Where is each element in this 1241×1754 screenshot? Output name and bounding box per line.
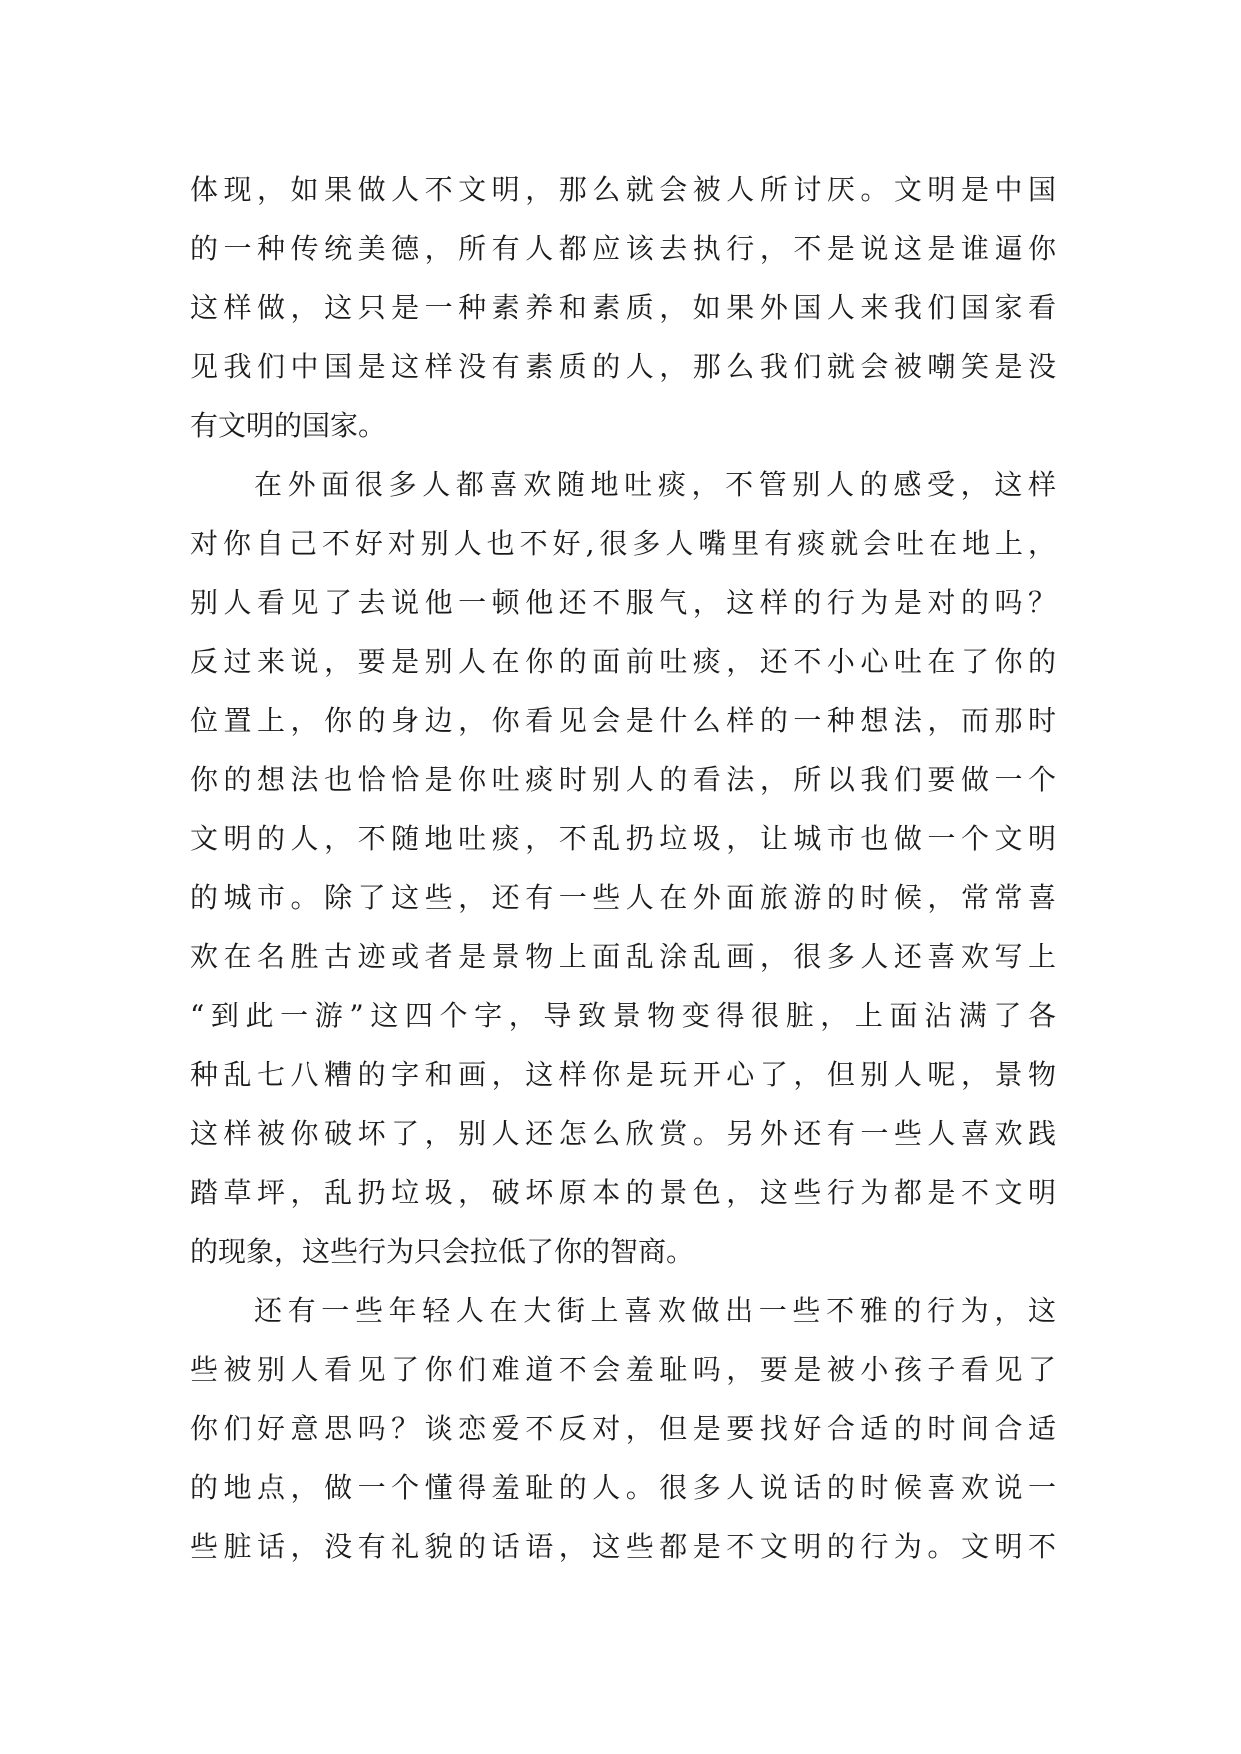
text-line: “到此一游”这四个字，导致景物变得很脏，上面沾满了各 — [190, 999, 1056, 1032]
text-line: 有文明的国家。 — [190, 409, 387, 442]
text-line: 你们好意思吗？谈恋爱不反对，但是要找好合适的时间合适 — [190, 1412, 1056, 1445]
text-line: 体现，如果做人不文明，那么就会被人所讨厌。文明是中国 — [190, 173, 1056, 206]
text-line: 别人看见了去说他一顿他还不服气，这样的行为是对的吗？ — [190, 586, 1056, 619]
text-line: 的城市。除了这些，还有一些人在外面旅游的时候，常常喜 — [190, 881, 1056, 914]
text-line: 这样被你破坏了，别人还怎么欣赏。另外还有一些人喜欢践 — [190, 1117, 1056, 1150]
body-text — [190, 160, 1056, 1576]
text-line: 反过来说，要是别人在你的面前吐痰，还不小心吐在了你的 — [190, 645, 1056, 678]
text-line: 欢在名胜古迹或者是景物上面乱涂乱画，很多人还喜欢写上 — [190, 940, 1056, 973]
text-line: 踏草坪，乱扔垃圾，破坏原本的景色，这些行为都是不文明 — [190, 1176, 1056, 1209]
text-line: 些被别人看见了你们难道不会羞耻吗，要是被小孩子看见了 — [190, 1353, 1056, 1386]
text-line: 种乱七八糟的字和画，这样你是玩开心了，但别人呢，景物 — [190, 1058, 1056, 1091]
text-line: 见我们中国是这样没有素质的人，那么我们就会被嘲笑是没 — [190, 350, 1056, 383]
text-line: 还有一些年轻人在大街上喜欢做出一些不雅的行为，这 — [254, 1294, 1056, 1327]
text-line: 位置上，你的身边，你看见会是什么样的一种想法，而那时 — [190, 704, 1056, 737]
text-line: 的一种传统美德，所有人都应该去执行，不是说这是谁逼你 — [190, 232, 1056, 265]
text-line: 文明的人，不随地吐痰，不乱扔垃圾，让城市也做一个文明 — [190, 822, 1056, 855]
text-line: 的地点，做一个懂得羞耻的人。很多人说话的时候喜欢说一 — [190, 1471, 1056, 1504]
text-line: 的现象，这些行为只会拉低了你的智商。 — [190, 1235, 695, 1268]
text-line: 些脏话，没有礼貌的话语，这些都是不文明的行为。文明不 — [190, 1530, 1056, 1563]
text-line: 在外面很多人都喜欢随地吐痰，不管别人的感受，这样 — [254, 468, 1056, 501]
text-line: 你的想法也恰恰是你吐痰时别人的看法，所以我们要做一个 — [190, 763, 1056, 796]
text-line: 对你自己不好对别人也不好,很多人嘴里有痰就会吐在地上， — [190, 527, 1056, 560]
text-line: 这样做，这只是一种素养和素质，如果外国人来我们国家看 — [190, 291, 1056, 324]
